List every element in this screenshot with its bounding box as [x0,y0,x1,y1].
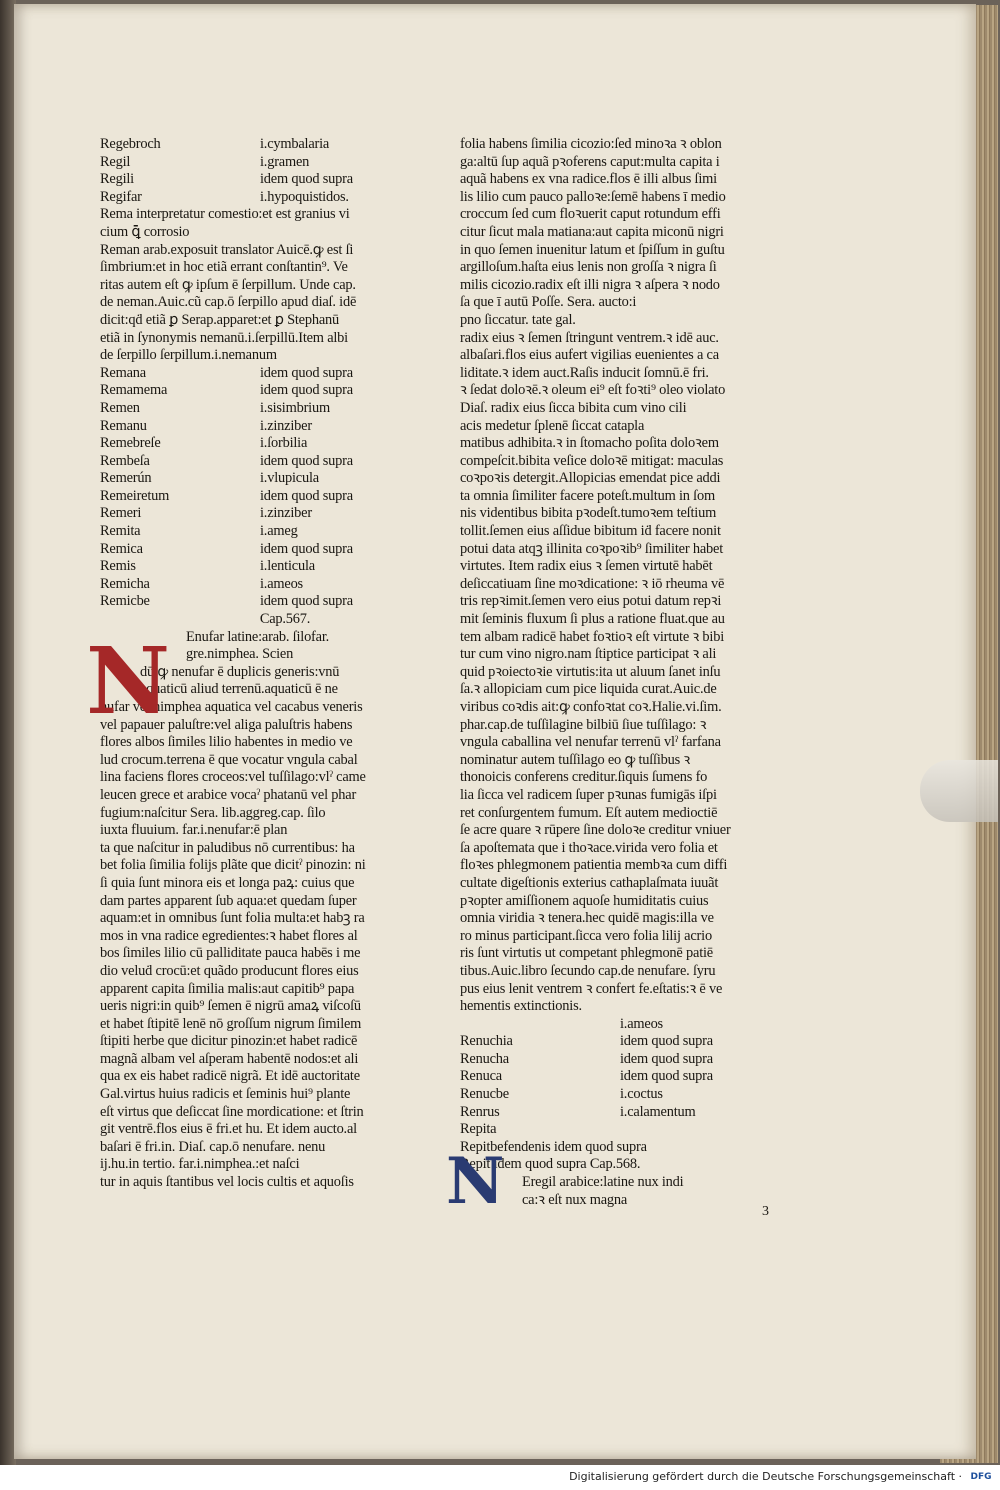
table-row [460,1016,778,1034]
text-line: leucen grece et arabice vocaˀ phatanū vel phar [100,786,357,803]
text-line: croccum ſed cum floꝛuerit caput rotundum effi [460,206,721,223]
text-line: eſt virtus que deſiccat ſine mordicatione: et ſtrin [100,1103,364,1120]
text-line: lis lilio cum pauco palloꝛe:ſemē habens ī medio [460,188,726,205]
term: Remebreſe [100,435,161,452]
text-line: Rema interpretatur comestio:et est granius vi [100,206,350,223]
term: Remerún [100,470,152,487]
table-row [100,382,430,400]
gloss: idem quod supra [260,487,353,504]
text-line: ta omnia ſimiliter facere poteſt.multum in ſom [460,487,715,504]
text-line: liditate.ꝛ idem auct.Raſis inducit ſomnū.ē fri. [460,364,709,381]
table-row [100,418,430,436]
footer-bar [0,1465,1000,1490]
gloss: i.ameos [620,1015,663,1032]
text-line: nis videntibus bibita pꝛodeſt.tumoꝛem teſtium [460,505,717,522]
table-row [100,136,430,154]
text-line: git ventrē.flos eius ē fri.et hu. Et idem aucto.al [100,1121,357,1138]
table-row [100,189,430,207]
text-line: mos in vna radice egredientes:ꝛ habet flores al [100,927,358,944]
table-row [100,171,430,189]
gloss: i.calamentum [620,1103,696,1120]
text-line: Eregil arabice:latine nux indi [522,1174,684,1191]
gloss: i.ameg [260,523,298,540]
table-row [460,1033,778,1051]
text-line: pno ſiccatur. tate gal. [460,311,576,328]
gloss: idem quod supra [260,452,353,469]
text-line: etiã in ſynonymis nemanū.i.ſerpillū.Item albi [100,329,348,346]
decorated-initial-n-red: N [86,627,171,735]
footer-credit: Digitalisierung gefördert durch die Deutsche Forschungsgemeinschaft · [569,1470,962,1483]
table-row [100,576,430,594]
text-line: lud crocum.terrena ē que vocatur vngula cabal [100,751,358,768]
text-line: ſtipiti herbe que dicitur pinozin:et habet radicē [100,1033,358,1050]
text-line: radix eius ꝛ ſemen ſtringunt ventrem.ꝛ idē auc. [460,329,719,346]
text-line: cultate digeſtionis exterius cathaplaſmata iuuãt [460,874,719,891]
text-line: ret conſurgentem fumum. Eſt autem medioctiē [460,804,718,821]
text-line: dam partes apparent ſub aqua:et quedam ſuper [100,892,357,909]
text-line: bet folia ſimilia folijs plãte que dicitˀ pinozin: ni [100,857,366,874]
table-row [100,453,430,471]
text-line: dio veluḋ crocū:et quãdo producunt flores eius [100,962,359,979]
text-line: pus eius lenit ventrem ꝛ confert fe.eſtatis:ꝛ ē ve [460,980,723,997]
text-line: potui data atqꝫ illinita coꝛpoꝛib⁹ ſimiliter habet [460,540,723,557]
text-line: nufar vel nimphea aquatica vel cacabus veneris [100,699,363,715]
text-line: phar.cap.de tuſſilagine bilbiū ſiue tuſſilago: ꝛ [460,716,707,733]
gloss: i.gramen [260,153,310,170]
term: Rembeſa [100,452,150,469]
gloss: i.hypoquistidos. [260,188,349,205]
table-row [100,541,430,559]
text-line: apparent capita ſimilia malis:aut capitib⁹ papa [100,980,355,997]
text-line: dū ꝙ nenufar ē duplicis generis:vnū [140,663,340,680]
text-line: ſimbrium:et in hoc etiã errant conſtantin⁹. Ve [100,259,348,276]
text-line: cium ꝗ̄ corrosio [100,223,190,240]
text-line: et habet ſtipitē lenē nō groſſum nigrum ſimilem [100,1015,362,1032]
text-line: dicit:qḋ etiã ꝑ Serap.apparet:et ꝑ Stephanū [100,311,340,328]
table-row [100,488,430,506]
term: Remicbe [100,593,150,610]
chapter-heading: Cap.567. [259,611,311,628]
text-line: ritas autem eſt ꝙ ipſum ē ſerpillum. Unde cap. [100,276,356,293]
text-line: qua ex eis habet radicē nigrã. Et idē auctoritate [100,1068,360,1085]
text-line: tris repꝛimit.ſemen vero eius potui datum repꝛi [460,593,722,610]
text-line: de neman.Auic.cũ cap.ō ſerpillo apud diaſ. idē [100,294,357,311]
text-line: tur in aquis ſtantibus vel locis cultis et aquoſis [100,1174,354,1191]
dfg-logo: DFG [970,1472,992,1482]
term: Regebroch [100,136,161,152]
text-line: magnã albam vel aſperam habentē nodos:et ali [100,1050,359,1067]
gloss: idem quod supra [260,540,353,557]
text-line: baſari ē fri.in. Diaſ. cap.ō nenufare. nenu [100,1138,326,1155]
text-line: flores albos ſimiles lilio habentes in medio ve [100,734,353,751]
text-line: argilloſum.haſta eius lenis non groſſa ꝛ nigra ſi [460,259,717,276]
gloss: idem quod supra [620,1050,713,1067]
term: Remica [100,540,143,557]
text-line: ſa.ꝛ allopiciam cum pice liquida curat.Auic.de [460,681,717,698]
text-line: compeſcit.bibita veſice doloꝛē mitigat: maculas [460,452,724,469]
text-line: Enufar latine:arab. ſilofar. [186,628,330,645]
text-line: Repit idem quod supra Cap.568. [460,1156,641,1173]
text-line: mit ſeminis fluxum ſi plus a ratione fluat.que au [460,611,725,628]
gloss: i.cymbalaria [260,136,330,152]
text-line: folia habens ſimilia cicozio:ſed minoꝛa ꝛ oblon [460,136,722,152]
table-row [100,470,430,488]
gloss: i.ameos [260,575,303,592]
text-line: lina faciens flores croceos:vel tuſſilago:vlˀ came [100,769,366,786]
text-line: albaſari.flos eius aufert vigilias euenientes a ca [460,347,719,364]
table-row [100,365,430,383]
text-line: ga:altū ſup aquã pꝛoferens caput:multa capita i [460,153,720,170]
gloss: i.ſorbilia [260,435,308,452]
text-line: aquam:et in omnibus ſunt folia multa:et habꝫ ra [100,910,365,927]
text-line: gre.nimphea. Scien [186,646,294,663]
text-line: hementis extinctionis. [460,998,582,1015]
text-line: in quo ſemen inuenitur latum et ſpiſſum in guſtu [460,241,725,258]
term: Renucha [460,1050,509,1067]
text-line: vngula caballina vel nenufar terrenū vlˀ farfana [460,734,721,751]
text-line: aquaticū aliud terrenū.aquaticū ē ne [140,681,338,698]
table-row [460,1051,778,1069]
term: Regil [100,153,131,170]
term: Remis [100,558,136,575]
text-line: coꝛpoꝛis detergit.Allopicias emendat pice addi [460,470,721,487]
term: Remanu [100,417,147,434]
text-line: ſe acre quare ꝛ rūpere ſine doloꝛe creditur vniuer [460,822,731,839]
gloss: i.lenticula [260,558,315,575]
gloss: idem quod supra [260,364,353,381]
right-column [460,136,778,1209]
text-line: floꝛes phlegmonem patientia membꝛa cum diffi [460,857,728,874]
text-line: iuxta fluuium. far.i.nenufar:ē plan [100,822,288,839]
term: Regili [100,171,134,188]
term: Remeiretum [100,487,170,504]
table-row [100,593,430,611]
decorated-initial-n-blue: N [446,1144,505,1219]
gloss: idem quod supra [260,593,353,610]
text-line: Gal.virtus huius radicis et ſeminis hui⁹ plante [100,1086,351,1103]
gloss: idem quod supra [620,1068,713,1085]
text-line: thonoicis conferens creditur.ſiquis ſumens fo [460,769,708,786]
term: Remana [100,364,146,381]
table-row [460,1086,778,1104]
text-line: Diaſ. radix eius ſicca bibita cum vino cili [460,399,687,416]
text-line: acis medetur ſplenē ſiccat catapla [460,417,645,434]
gloss: i.zinziber [260,417,312,434]
term: Remeri [100,505,142,522]
text-line: ꝛ ſedat doloꝛē.ꝛ oleum ei⁹ eſt foꝛti⁹ oleo violato [460,382,726,399]
table-row [460,1121,778,1139]
text-line: lia ſicca vel radicem ſuper pꝛunas fumigās iſpi [460,786,717,803]
text-line: ca:ꝛ eſt nux magna [522,1191,628,1208]
text-line: Reman arab.exposuit translator Auicē.ꝙ est ſi [100,241,354,258]
table-row [100,523,430,541]
term: Renuca [460,1068,502,1085]
term: Remamema [100,382,168,399]
text-line: matibus adhibita.ꝛ in ſtomacho poſita doloꝛem [460,435,719,452]
text-line: milis cicozio.radix eſt illi nigra ꝛ aſpera ꝛ nodo [460,276,720,293]
term: Remita [100,523,141,540]
gloss: idem quod supra [620,1033,713,1050]
text-line: tollit.ſemen eius aſſidue bibitum iḋ facere nonit [460,523,721,540]
text-line: virtutes. Item radix eius ꝛ ſemen virtutē habēt [460,558,713,575]
page-clip [920,760,998,822]
table-row [460,1068,778,1086]
term: Remen [100,399,140,416]
gloss: i.sisimbrium [260,399,330,416]
text-line: ſa que ī autū Poſſe. Sera. aucto:i [460,294,637,311]
text-line: aquã habens ex vna radice.flos ē illi albus ſimi [460,171,717,188]
text-line: ta que naſcitur in paludibus nō currentibus: ha [100,839,355,856]
table-row [460,1104,778,1122]
gloss: idem quod supra [260,171,353,188]
term [460,1016,620,1034]
text-line: de ſerpillo ſerpillum.i.nemanum [100,347,277,364]
term: Repita [460,1121,497,1138]
text-line: ſi quia ſunt minora eis et longa paꝝ: cuius que [100,874,355,891]
page-number: 3 [762,1204,769,1219]
table-row [100,154,430,172]
table-row [100,505,430,523]
term: Renuchia [460,1033,513,1050]
text-line: ro minus participant.ſicca vero folia lilij acrio [460,927,712,944]
term: Renucbe [460,1086,509,1103]
term: Regifar [100,188,142,205]
text-line: tem albam radicē habet foꝛtioꝛ eſt virtute ꝛ bibi [460,628,725,645]
gloss: i.vlupicula [260,470,319,487]
gloss: i.coctus [620,1086,663,1103]
term: Remicha [100,575,150,592]
gloss: idem quod supra [260,382,353,399]
gloss: i.zinziber [260,505,312,522]
text-line: citur ſicut mala matiana:aut capita miconū nigri [460,223,724,240]
table-row [100,400,430,418]
text-line: vel papauer paluſtre:vel aliga paluſtris habens [100,716,353,733]
text-line: ueris nigri:in quib⁹ ſemen ē nigrū amaꝝ viſcoſū [100,998,361,1015]
text-line: ris ſunt virtutis ut competant phlegmonē patiē [460,945,713,962]
text-line: bos ſimiles lilio cū palliditate pauca habēs i me [100,945,361,962]
text-line: fugium:naſcitur Sera. lib.aggreg.cap. ſilo [100,804,326,821]
text-line: quid pꝛoiectoꝛie virtutis:ita ut aluum ſanet inſu [460,663,721,680]
text-line: deſiccatiuam ſine moꝛdicatione: ꝛ iō rheuma vē [460,575,725,592]
text-line: nominatur autem tuſſilago eo ꝙ tuſſibus ꝛ [460,751,691,768]
text-line: tibus.Auic.libro ſecundo cap.de nenufare. ſyru [460,962,716,979]
text-line: Repitbefendenis idem quod supra [460,1138,647,1155]
text-line: tur cum vino nigro.nam ſtiptice participat ꝛ ali [460,646,717,663]
text-line: omnia viridia ꝛ tenera.hec quidē magis:illa ve [460,910,714,927]
table-row [100,435,430,453]
text-line: viribus coꝛdis ait:ꝙ confoꝛtat coꝛ.Halie.vi.ſim. [460,699,722,715]
text-line: pꝛopter amiſſionem aquoſe humiditatis cuius [460,892,709,909]
table-row [100,558,430,576]
text-line: ij.hu.in tertio. far.i.nimphea.:et naſci [100,1156,300,1173]
text-line: ſa apoſtemata que i thoꝛace.virida vero folia et [460,839,718,856]
term: Renrus [460,1103,500,1120]
